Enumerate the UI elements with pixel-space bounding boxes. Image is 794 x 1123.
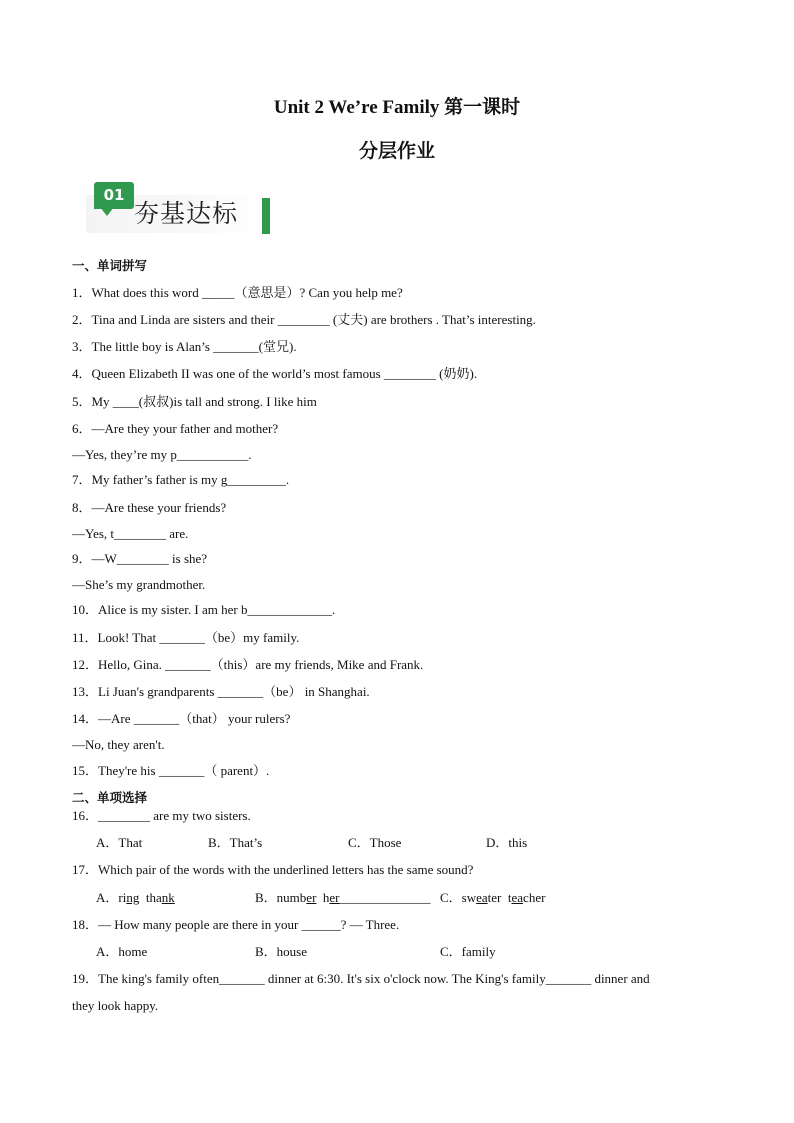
question-line: 10．Alice is my sister. I am her b_____________.: [72, 602, 336, 617]
question-line: 11．Look! That _______（be）my family.: [72, 630, 300, 645]
answer-line: —No, they aren't.: [72, 737, 165, 752]
option-a-mid: tha: [139, 890, 162, 905]
document-subtitle: 分层作业: [358, 140, 435, 162]
underlined-letters: ea: [511, 890, 524, 905]
question-line: 15．They're his _______（ parent）.: [72, 763, 270, 778]
option-a: A．That: [96, 835, 143, 850]
section-heading-spelling: 一、单词拼写: [72, 258, 148, 273]
option-b: B．That’s: [208, 835, 263, 850]
underlined-letters: ng: [126, 890, 140, 905]
question-17-stem: 17．Which pair of the words with the underlined letters has the same sound?: [72, 862, 474, 877]
option-c: C．family: [440, 944, 496, 959]
badge-accent-bar: [262, 198, 270, 234]
question-19-line1: 19．The king's family often_______ dinner at 6:30. It's six o'clock now. The King's family_______ dinner and: [72, 971, 650, 986]
question-line: 6．—Are they your father and mother?: [72, 421, 279, 436]
option-c: [440, 889, 545, 907]
option-a: A．home: [96, 944, 148, 959]
question-line: 8．—Are these your friends?: [72, 500, 227, 515]
question-line: 9．—W________ is she?: [72, 551, 208, 566]
question-line: 2．Tina and Linda are sisters and their ________ (丈夫) are brothers . That’s interesting.: [72, 312, 536, 327]
answer-line: —Yes, they’re my p___________.: [72, 447, 252, 462]
underlined-letters: ea: [476, 890, 488, 905]
answer-line: —She’s my grandmother.: [72, 577, 206, 592]
question-19-line2: they look happy.: [72, 998, 159, 1013]
badge-label: 夯基达标: [134, 199, 239, 228]
option-a: [96, 889, 175, 907]
option-c: C．Those: [348, 835, 402, 850]
option-c-mid: ter t: [487, 890, 512, 905]
badge-number: 01: [94, 182, 134, 209]
answer-line: —Yes, t________ are.: [72, 526, 189, 541]
question-line: 4．Queen Elizabeth II was one of the world’s most famous ________ (奶奶).: [72, 366, 478, 381]
question-line: 3．The little boy is Alan’s _______(堂兄).: [72, 339, 297, 354]
option-d: D．this: [486, 835, 528, 850]
option-b-prefix: B．numb: [255, 890, 307, 905]
underlined-letters: er: [329, 890, 340, 905]
option-c-suffix: cher: [523, 890, 546, 905]
question-line: 7．My father’s father is my g_________.: [72, 472, 290, 487]
option-b: B．house: [255, 944, 308, 959]
question-18-stem: 18．— How many people are there in your ______? — Three.: [72, 917, 400, 932]
option-b: [255, 889, 431, 907]
option-c-prefix: C．sw: [440, 890, 477, 905]
document-title: Unit 2 We’re Family 第一课时: [273, 97, 521, 118]
question-16-stem: 16．________ are my two sisters.: [72, 808, 251, 823]
question-line: 5．My ____(叔叔)is tall and strong. I like him: [72, 394, 317, 409]
section-heading-choice: 二、单项选择: [72, 790, 148, 805]
question-line: 1．What does this word _____（意思是）? Can you help me?: [72, 285, 403, 300]
blank-line: ______________: [339, 890, 431, 905]
question-line: 12．Hello, Gina. _______（this）are my friends, Mike and Frank.: [72, 657, 424, 672]
underlined-letters: er: [306, 890, 317, 905]
underlined-letters: nk: [161, 890, 175, 905]
option-b-mid: h: [316, 890, 330, 905]
question-line: 13．Li Juan's grandparents _______（be） in Shanghai.: [72, 684, 370, 699]
section-badge: [86, 182, 272, 234]
option-a-prefix: A．ri: [96, 890, 127, 905]
question-line: 14．—Are _______（that） your rulers?: [72, 711, 291, 726]
